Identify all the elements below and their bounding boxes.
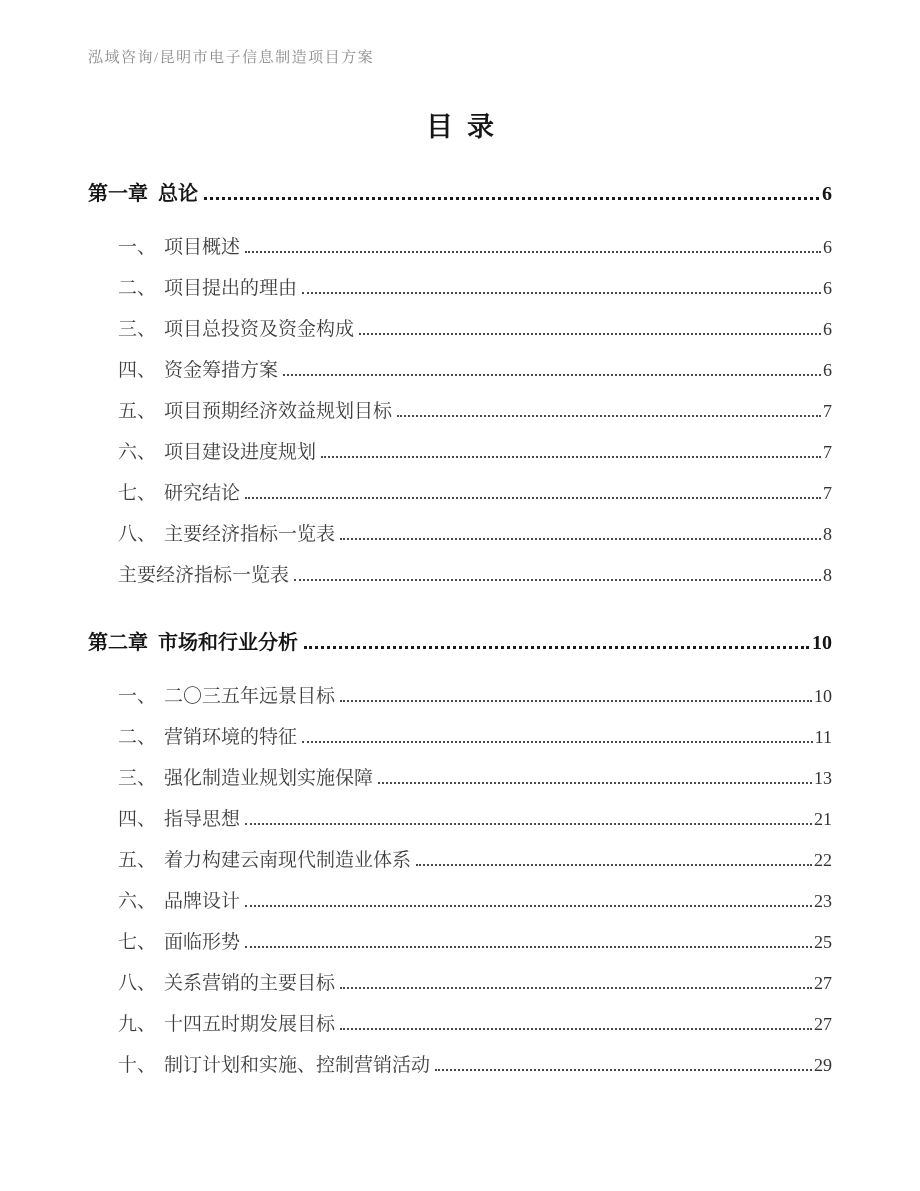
page-title: 目录: [426, 112, 508, 142]
toc-item-title: 主要经济指标一览表: [118, 565, 290, 586]
toc-item[interactable]: [88, 514, 832, 555]
toc-item[interactable]: [88, 227, 832, 268]
toc-item-title: 面临形势: [164, 932, 241, 953]
toc-item[interactable]: [88, 676, 832, 717]
toc-item[interactable]: [88, 840, 832, 881]
toc-item-title: 着力构建云南现代制造业体系: [164, 850, 412, 871]
toc-item[interactable]: [88, 555, 832, 596]
toc-item-title: 资金筹措方案: [164, 360, 279, 381]
toc-item-title: 指导思想: [164, 809, 241, 830]
toc-item[interactable]: [88, 963, 832, 1004]
toc-item-title: 营销环境的特征: [164, 727, 298, 748]
toc-item-page: 29: [814, 1055, 832, 1075]
dot-leader: [397, 415, 821, 417]
toc-item[interactable]: [88, 717, 832, 758]
toc-item-title: 品牌设计: [164, 891, 241, 912]
toc-item[interactable]: [88, 350, 832, 391]
toc-item-title: 十四五时期发展目标: [164, 1014, 336, 1035]
toc-chapter-page: 6: [822, 183, 832, 205]
dot-leader: [321, 456, 821, 458]
toc-item-page: 8: [823, 524, 832, 544]
toc-item-number: 八、: [118, 524, 157, 545]
dot-leader: [245, 251, 821, 253]
toc-item[interactable]: [88, 473, 832, 514]
toc-chapter-title: 市场和行业分析: [158, 632, 298, 654]
toc-item-number: 二、: [118, 278, 157, 299]
toc-item[interactable]: [88, 309, 832, 350]
toc-item-number: 八、: [118, 973, 157, 994]
toc-item-page: 27: [814, 1014, 832, 1034]
toc-chapter-2-items: [88, 676, 832, 1086]
dot-leader: [304, 646, 809, 649]
toc-item-page: 21: [814, 809, 832, 829]
toc-item-number: 一、: [118, 686, 157, 707]
toc-item-title: 关系营销的主要目标: [164, 973, 336, 994]
toc-item-number: 四、: [118, 809, 157, 830]
toc-item-title: 项目建设进度规划: [164, 442, 317, 463]
toc-item-number: 十、: [118, 1055, 157, 1076]
toc-item-number: 一、: [118, 237, 157, 258]
toc-item-title: 项目概述: [164, 237, 241, 258]
toc-item-number: 五、: [118, 850, 157, 871]
toc-chapter-title: 总论: [158, 183, 198, 205]
dot-leader: [378, 782, 812, 784]
toc-item-number: 九、: [118, 1014, 157, 1035]
toc-item-number: 六、: [118, 442, 157, 463]
dot-leader: [340, 700, 812, 702]
toc-item-page: 10: [814, 686, 832, 706]
toc-item-page: 23: [814, 891, 832, 911]
toc-item-title: 项目预期经济效益规划目标: [164, 401, 393, 422]
toc-item[interactable]: [88, 758, 832, 799]
toc-item-title: 制订计划和实施、控制营销活动: [164, 1055, 431, 1076]
toc-item[interactable]: [88, 391, 832, 432]
toc-item-number: 七、: [118, 483, 157, 504]
toc-item-title: 二〇三五年远景目标: [164, 686, 336, 707]
toc-item-number: 二、: [118, 727, 157, 748]
toc-item-title: 强化制造业规划实施保障: [164, 768, 374, 789]
toc-item[interactable]: [88, 1004, 832, 1045]
toc-item-page: 13: [814, 768, 832, 788]
toc-item-page: 11: [814, 727, 832, 747]
toc-item[interactable]: [88, 268, 832, 309]
toc-item-title: 主要经济指标一览表: [164, 524, 336, 545]
toc-item-page: 6: [823, 278, 832, 298]
toc-item-page: 7: [823, 483, 832, 503]
toc-item-page: 25: [814, 932, 832, 952]
running-header: 泓域咨询/昆明市电子信息制造项目方案: [88, 50, 375, 66]
toc-chapter-label: 第一章: [88, 183, 148, 205]
toc-item[interactable]: [88, 1045, 832, 1086]
toc-item-number: 七、: [118, 932, 157, 953]
toc-item[interactable]: [88, 432, 832, 473]
toc-item[interactable]: [88, 799, 832, 840]
toc-item-number: 五、: [118, 401, 157, 422]
toc-item-number: 四、: [118, 360, 157, 381]
toc-item-page: 6: [823, 360, 832, 380]
toc-item-number: 三、: [118, 319, 157, 340]
toc-item-title: 项目提出的理由: [164, 278, 298, 299]
dot-leader: [340, 1028, 812, 1030]
dot-leader: [283, 374, 821, 376]
toc-chapter-1[interactable]: [88, 177, 832, 211]
toc-chapter-1-items: [88, 227, 832, 596]
toc-item-page: 8: [823, 565, 832, 585]
dot-leader: [302, 741, 813, 743]
toc-item-title: 研究结论: [164, 483, 241, 504]
toc-item-number: 六、: [118, 891, 157, 912]
toc-chapter-page: 10: [812, 632, 832, 654]
toc-item-page: 6: [823, 319, 832, 339]
dot-leader: [435, 1069, 812, 1071]
dot-leader: [245, 823, 812, 825]
toc-chapter-label: 第二章: [88, 632, 148, 654]
dot-leader: [359, 333, 821, 335]
table-of-contents: [88, 177, 832, 1086]
dot-leader: [245, 946, 812, 948]
dot-leader: [204, 197, 819, 200]
toc-item-page: 27: [814, 973, 832, 993]
dot-leader: [302, 292, 821, 294]
toc-item-page: 7: [823, 442, 832, 462]
toc-item-page: 22: [814, 850, 832, 870]
dot-leader: [416, 864, 812, 866]
dot-leader: [245, 497, 821, 499]
toc-item-page: 6: [823, 237, 832, 257]
toc-chapter-2[interactable]: [88, 626, 832, 660]
toc-item-page: 7: [823, 401, 832, 421]
dot-leader: [245, 905, 812, 907]
dot-leader: [340, 538, 821, 540]
toc-item-number: 三、: [118, 768, 157, 789]
toc-item[interactable]: [88, 922, 832, 963]
dot-leader: [340, 987, 812, 989]
dot-leader: [294, 579, 821, 581]
toc-item[interactable]: [88, 881, 832, 922]
toc-item-title: 项目总投资及资金构成: [164, 319, 355, 340]
